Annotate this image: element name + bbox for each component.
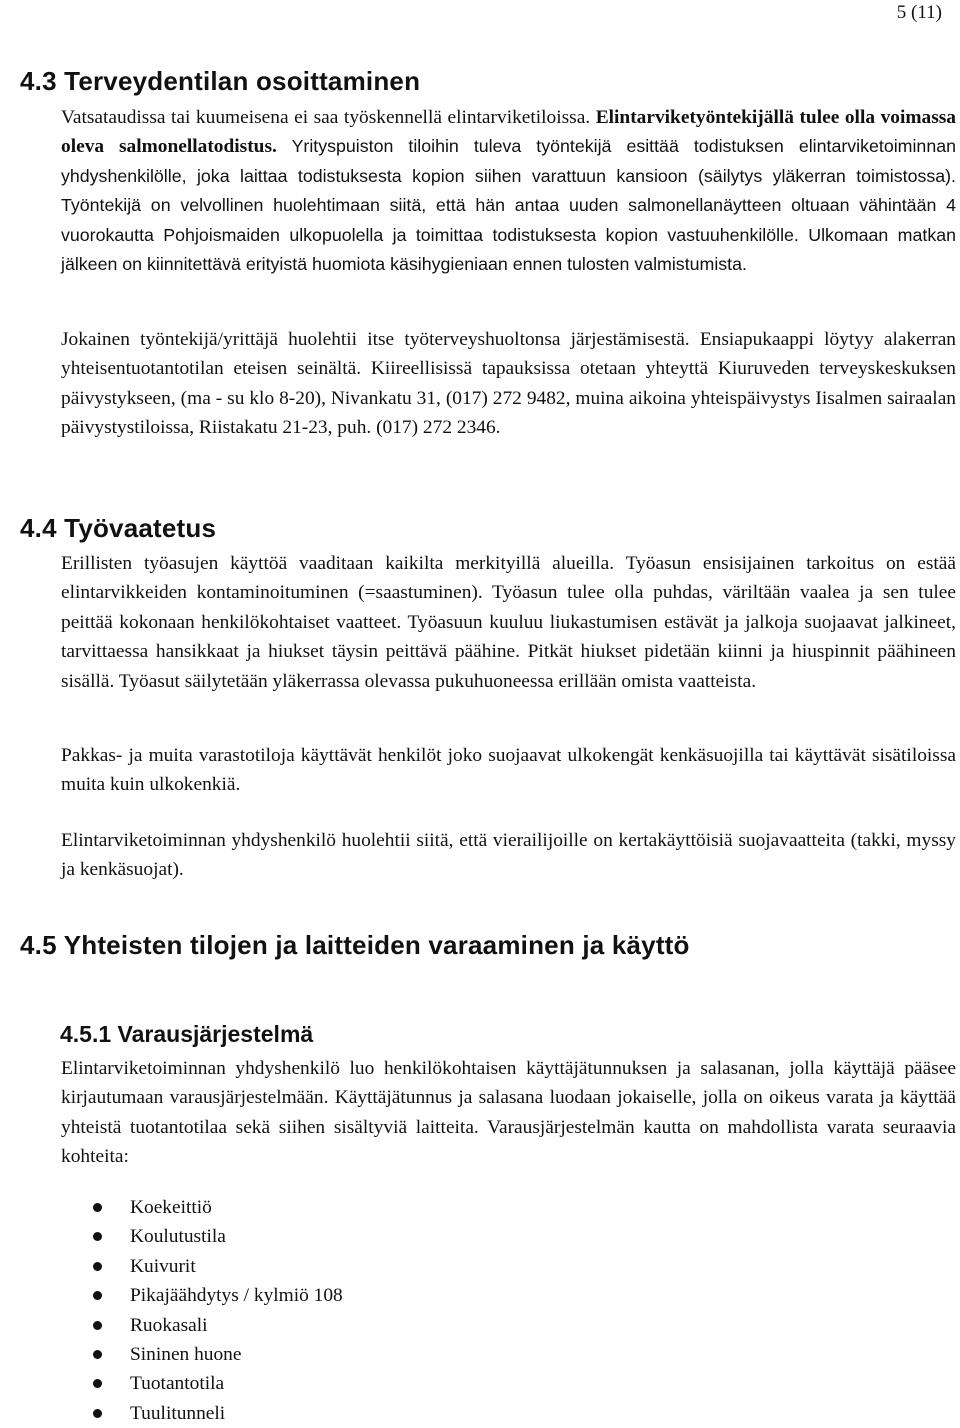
list-item-label: Kuivurit [130,1255,196,1277]
paragraph-text: Yrityspuiston tiloihin tuleva työntekijä esittää todistuksen elintarviketoiminnan yhdyshenkilölle, joka laittaa todistuksesta kopion siihen varattuun kansioon (säilytys yläkerran toimistossa). [61,136,956,186]
paragraph-bold-text: Elintarviketyöntekijällä tulee olla voimassa oleva salmonellatodistus. [61,107,956,158]
list-item-label: Ruokasali [130,1314,208,1336]
paragraph-occupational-health: Jokainen työntekijä/yrittäjä huolehtii itse työterveyshuoltonsa järjestämisestä. Ensiapukaappi löytyy alakerran yhteisentuotantotilan eteisen seinältä. Kiireellisissä tapauksissa otetaan yhteyttä Kiuruveden terveyskeskuksen päivystykseen, (ma - su klo 8-20), Nivankatu 31, (017) 272 9482, muina aikoina yhteispäivystys Iisalmen sairaalan päivystystiloissa, Riistakatu 21-23, puh. (017) 272 2346. [61,329,956,439]
bullet-icon [93,1409,102,1418]
list-item-label: Sininen huone [130,1343,242,1365]
bullet-icon [93,1203,102,1212]
list-item-label: Koulutustila [130,1226,226,1248]
paragraph-visitor-clothing: Elintarviketoiminnan yhdyshenkilö huolehtii siitä, että vierailijoille on kertakäyttöisiä suojavaatteita (takki, myssy ja kenkäsuojat). [61,830,956,881]
list-item [60,1369,343,1398]
paragraph-reservation-system: Elintarviketoiminnan yhdyshenkilö luo henkilökohtaisen käyttäjätunnuksen ja salasanan, jolla käyttäjä pääsee kirjautumaan varausjärjestelmään. Käyttäjätunnus ja salasana luodaan jokaiselle, jolla on oikeus varata ja käyttää yhteistä tuotantotilaa sekä siihen sisältyviä laitteita. Varausjärjestelmän kautta on mahdollista varata seuraavia kohteita: [61,1058,956,1168]
bullet-icon [93,1321,102,1330]
list-item [60,1281,343,1310]
bullet-icon [93,1379,102,1388]
list-item [60,1222,343,1251]
list-item [60,1340,343,1369]
list-item-label: Tuulitunneli [130,1402,226,1424]
paragraph-storage-footwear: Pakkas- ja muita varastotiloja käyttävät henkilöt joko suojaavat ulkokengät kenkäsuojilla tai käyttävät sisätiloissa muita kuin ulkokenkiä. [61,745,956,796]
paragraph-text: Vatsataudissa tai kuumeisena ei saa työskennellä elintarviketiloissa. [61,107,596,128]
section-heading-4-3: 4.3 Terveydentilan osoittaminen [20,66,421,96]
page-number: 5 (11) [896,2,942,23]
paragraph-health-certificate [61,103,956,279]
section-heading-4-5: 4.5 Yhteisten tilojen ja laitteiden varaaminen ja käyttö [20,930,690,960]
section-heading-4-5-1: 4.5.1 Varausjärjestelmä [60,1021,314,1047]
list-item [60,1311,343,1340]
section-heading-4-4: 4.4 Työvaatetus [20,513,217,543]
list-item-label: Tuotantotila [130,1373,225,1395]
bullet-icon [93,1262,102,1271]
bullet-icon [93,1291,102,1300]
paragraph-work-clothing: Erillisten työasujen käyttöä vaaditaan kaikilta merkityillä alueilla. Työasun ensisijainen tarkoitus on estää elintarvikkeiden kontaminoituminen (=saastuminen). Työasun tulee olla puhdas, väriltään vaalea ja sen tulee peittää kokonaan henkilökohtaiset vaatteet. Työasuun kuuluu liukastumisen estävät ja jalkoja suojaavat jalkineet, tarvittaessa hansikkaat ja hiukset täysin peittävä päähine. Pitkät hiukset pidetään kiinni ja hiuspinnit päähineen sisällä. Työasut säilytetään yläkerrassa olevassa pukuhuoneessa erillään omista vaatteista. [61,553,956,692]
bullet-icon [93,1350,102,1359]
list-item [60,1252,343,1281]
bullet-icon [93,1232,102,1241]
reservable-items-list [60,1193,343,1428]
list-item [60,1399,343,1428]
paragraph-text: Työntekijä on velvollinen huolehtimaan siitä, että hän antaa uuden salmonellanäytteen oltuaan vähintään 4 vuorokautta Pohjoismaiden ulkopuolella ja toimittaa todistuksesta kopion vastuuhenkilölle. Ulkomaan matkan jälkeen on kiinnitettävä erityistä huomiota käsihygieniaan ennen tulosten valmistumista. [61,195,956,275]
list-item [60,1193,343,1222]
list-item-label: Koekeittiö [130,1197,212,1218]
list-item-label: Pikajäähdytys / kylmiö 108 [130,1285,343,1307]
